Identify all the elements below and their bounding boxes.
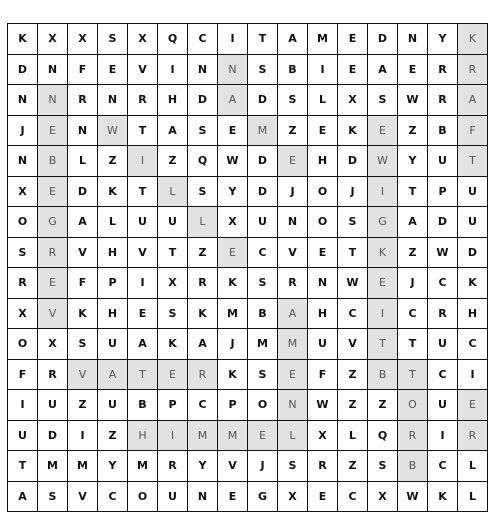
grid-cell[interactable]: D bbox=[38, 421, 68, 452]
grid-cell[interactable]: N bbox=[278, 390, 308, 421]
grid-cell[interactable]: U bbox=[8, 421, 38, 452]
grid-cell[interactable]: M bbox=[38, 451, 68, 482]
grid-cell[interactable]: C bbox=[338, 299, 368, 330]
word-search-grid bbox=[7, 23, 488, 512]
grid-cell[interactable]: T bbox=[128, 177, 158, 208]
grid-cell[interactable]: I bbox=[308, 55, 338, 86]
grid-cell[interactable]: E bbox=[158, 360, 188, 391]
grid-cell[interactable]: I bbox=[458, 360, 488, 391]
grid-cell[interactable]: O bbox=[248, 390, 278, 421]
grid-cell[interactable]: M bbox=[218, 299, 248, 330]
grid-cell[interactable]: R bbox=[128, 85, 158, 116]
grid-cell[interactable]: S bbox=[188, 116, 218, 147]
grid-cell[interactable]: K bbox=[188, 299, 218, 330]
grid-cell[interactable]: T bbox=[8, 451, 38, 482]
grid-cell[interactable]: Z bbox=[398, 238, 428, 269]
grid-cell[interactable]: J bbox=[278, 177, 308, 208]
grid-cell[interactable]: L bbox=[188, 207, 218, 238]
grid-cell[interactable]: K bbox=[98, 177, 128, 208]
grid-cell[interactable]: L bbox=[278, 421, 308, 452]
grid-cell[interactable]: T bbox=[398, 177, 428, 208]
grid-cell[interactable]: T bbox=[398, 360, 428, 391]
grid-cell[interactable]: U bbox=[428, 146, 458, 177]
grid-cell[interactable]: V bbox=[68, 238, 98, 269]
grid-cell[interactable]: B bbox=[428, 116, 458, 147]
grid-cell[interactable]: N bbox=[38, 85, 68, 116]
grid-cell[interactable]: R bbox=[458, 55, 488, 86]
grid-cell[interactable]: R bbox=[308, 451, 338, 482]
grid-cell[interactable]: D bbox=[188, 85, 218, 116]
grid-cell[interactable]: C bbox=[398, 299, 428, 330]
grid-cell[interactable]: A bbox=[278, 299, 308, 330]
grid-cell[interactable]: Y bbox=[218, 177, 248, 208]
grid-cell[interactable]: U bbox=[128, 207, 158, 238]
grid-cell[interactable]: N bbox=[218, 55, 248, 86]
grid-cell[interactable]: Z bbox=[338, 451, 368, 482]
grid-cell[interactable]: V bbox=[68, 482, 98, 513]
grid-cell[interactable]: T bbox=[368, 329, 398, 360]
grid-cell[interactable]: N bbox=[38, 55, 68, 86]
grid-cell[interactable]: K bbox=[428, 482, 458, 513]
grid-cell[interactable]: E bbox=[98, 55, 128, 86]
grid-cell[interactable]: U bbox=[158, 207, 188, 238]
grid-cell[interactable]: I bbox=[218, 24, 248, 55]
grid-cell[interactable]: Z bbox=[98, 146, 128, 177]
grid-cell[interactable]: U bbox=[158, 482, 188, 513]
grid-cell[interactable]: M bbox=[278, 329, 308, 360]
grid-cell[interactable]: X bbox=[278, 482, 308, 513]
grid-cell[interactable]: H bbox=[158, 85, 188, 116]
grid-cell[interactable]: O bbox=[128, 482, 158, 513]
grid-cell[interactable]: D bbox=[458, 238, 488, 269]
grid-cell[interactable]: B bbox=[398, 451, 428, 482]
grid-cell[interactable]: N bbox=[8, 146, 38, 177]
grid-cell[interactable]: S bbox=[38, 482, 68, 513]
grid-cell[interactable]: P bbox=[218, 390, 248, 421]
grid-cell[interactable]: K bbox=[218, 360, 248, 391]
grid-cell[interactable]: J bbox=[338, 177, 368, 208]
grid-cell[interactable]: A bbox=[158, 116, 188, 147]
grid-cell[interactable]: A bbox=[8, 482, 38, 513]
grid-cell[interactable]: L bbox=[158, 177, 188, 208]
grid-cell[interactable]: H bbox=[308, 299, 338, 330]
grid-cell[interactable]: L bbox=[458, 451, 488, 482]
grid-cell[interactable]: Q bbox=[158, 24, 188, 55]
grid-cell[interactable]: E bbox=[338, 55, 368, 86]
grid-cell[interactable]: I bbox=[158, 55, 188, 86]
grid-cell[interactable]: W bbox=[428, 238, 458, 269]
grid-cell[interactable]: Z bbox=[338, 360, 368, 391]
grid-cell[interactable]: N bbox=[68, 116, 98, 147]
grid-cell[interactable]: Z bbox=[338, 390, 368, 421]
grid-cell[interactable]: O bbox=[398, 390, 428, 421]
grid-cell[interactable]: M bbox=[188, 421, 218, 452]
grid-cell[interactable]: N bbox=[8, 85, 38, 116]
grid-cell[interactable]: R bbox=[278, 268, 308, 299]
grid-cell[interactable]: B bbox=[368, 360, 398, 391]
grid-cell[interactable]: E bbox=[218, 482, 248, 513]
grid-cell[interactable]: E bbox=[338, 24, 368, 55]
grid-cell[interactable]: X bbox=[38, 329, 68, 360]
grid-cell[interactable]: E bbox=[368, 116, 398, 147]
grid-cell[interactable]: X bbox=[308, 421, 338, 452]
grid-cell[interactable]: K bbox=[68, 299, 98, 330]
grid-cell[interactable]: C bbox=[98, 482, 128, 513]
grid-cell[interactable]: S bbox=[278, 85, 308, 116]
grid-cell[interactable]: V bbox=[68, 360, 98, 391]
grid-cell[interactable]: K bbox=[338, 116, 368, 147]
grid-cell[interactable]: N bbox=[308, 268, 338, 299]
grid-cell[interactable]: K bbox=[218, 268, 248, 299]
grid-cell[interactable]: T bbox=[458, 146, 488, 177]
grid-cell[interactable]: A bbox=[218, 85, 248, 116]
grid-cell[interactable]: H bbox=[128, 421, 158, 452]
grid-cell[interactable]: L bbox=[68, 146, 98, 177]
grid-cell[interactable]: C bbox=[188, 390, 218, 421]
grid-cell[interactable]: W bbox=[218, 146, 248, 177]
grid-cell[interactable]: M bbox=[308, 24, 338, 55]
grid-cell[interactable]: M bbox=[128, 451, 158, 482]
grid-cell[interactable]: E bbox=[458, 390, 488, 421]
grid-cell[interactable]: A bbox=[188, 329, 218, 360]
grid-cell[interactable]: K bbox=[8, 24, 38, 55]
grid-cell[interactable]: R bbox=[428, 55, 458, 86]
grid-cell[interactable]: E bbox=[38, 116, 68, 147]
grid-cell[interactable]: C bbox=[428, 360, 458, 391]
grid-cell[interactable]: U bbox=[98, 390, 128, 421]
grid-cell[interactable]: E bbox=[128, 299, 158, 330]
grid-cell[interactable]: X bbox=[338, 85, 368, 116]
grid-cell[interactable]: E bbox=[398, 55, 428, 86]
grid-cell[interactable]: D bbox=[338, 146, 368, 177]
grid-cell[interactable]: Z bbox=[278, 116, 308, 147]
grid-cell[interactable]: I bbox=[8, 390, 38, 421]
grid-cell[interactable]: C bbox=[428, 451, 458, 482]
grid-cell[interactable]: U bbox=[308, 329, 338, 360]
grid-cell[interactable]: M bbox=[218, 421, 248, 452]
grid-cell[interactable]: S bbox=[248, 55, 278, 86]
grid-cell[interactable]: I bbox=[128, 268, 158, 299]
grid-cell[interactable]: W bbox=[398, 482, 428, 513]
grid-cell[interactable]: U bbox=[248, 207, 278, 238]
grid-cell[interactable]: Q bbox=[368, 421, 398, 452]
grid-cell[interactable]: W bbox=[98, 116, 128, 147]
grid-cell[interactable]: K bbox=[458, 24, 488, 55]
grid-cell[interactable]: A bbox=[398, 207, 428, 238]
grid-cell[interactable]: T bbox=[158, 238, 188, 269]
grid-cell[interactable]: K bbox=[458, 268, 488, 299]
grid-cell[interactable]: T bbox=[398, 329, 428, 360]
grid-cell[interactable]: N bbox=[398, 24, 428, 55]
grid-cell[interactable]: U bbox=[458, 207, 488, 238]
grid-cell[interactable]: C bbox=[458, 329, 488, 360]
grid-cell[interactable]: Z bbox=[158, 146, 188, 177]
grid-cell[interactable]: Y bbox=[98, 451, 128, 482]
grid-cell[interactable]: X bbox=[8, 299, 38, 330]
grid-cell[interactable]: S bbox=[338, 207, 368, 238]
grid-cell[interactable]: L bbox=[98, 207, 128, 238]
grid-cell[interactable]: C bbox=[188, 24, 218, 55]
grid-cell[interactable]: Z bbox=[368, 390, 398, 421]
grid-cell[interactable]: X bbox=[68, 24, 98, 55]
grid-cell[interactable]: F bbox=[458, 116, 488, 147]
grid-cell[interactable]: F bbox=[68, 268, 98, 299]
grid-cell[interactable]: B bbox=[38, 146, 68, 177]
grid-cell[interactable]: U bbox=[428, 390, 458, 421]
grid-cell[interactable]: N bbox=[278, 207, 308, 238]
grid-cell[interactable]: U bbox=[38, 390, 68, 421]
grid-cell[interactable]: M bbox=[248, 116, 278, 147]
grid-cell[interactable]: T bbox=[338, 238, 368, 269]
grid-cell[interactable]: S bbox=[8, 238, 38, 269]
grid-cell[interactable]: V bbox=[218, 451, 248, 482]
grid-cell[interactable]: P bbox=[158, 390, 188, 421]
grid-cell[interactable]: V bbox=[128, 55, 158, 86]
grid-cell[interactable]: I bbox=[68, 421, 98, 452]
grid-cell[interactable]: B bbox=[128, 390, 158, 421]
grid-cell[interactable]: E bbox=[308, 482, 338, 513]
grid-cell[interactable]: R bbox=[188, 268, 218, 299]
grid-cell[interactable]: U bbox=[98, 329, 128, 360]
grid-cell[interactable]: R bbox=[428, 299, 458, 330]
grid-cell[interactable]: J bbox=[218, 329, 248, 360]
grid-cell[interactable]: T bbox=[248, 24, 278, 55]
grid-cell[interactable]: N bbox=[188, 55, 218, 86]
grid-cell[interactable]: X bbox=[128, 24, 158, 55]
grid-cell[interactable]: S bbox=[278, 451, 308, 482]
grid-cell[interactable]: H bbox=[98, 238, 128, 269]
grid-cell[interactable]: A bbox=[368, 55, 398, 86]
grid-cell[interactable]: E bbox=[248, 421, 278, 452]
grid-cell[interactable]: E bbox=[308, 238, 338, 269]
grid-cell[interactable]: M bbox=[68, 451, 98, 482]
grid-cell[interactable]: J bbox=[248, 451, 278, 482]
grid-cell[interactable]: T bbox=[128, 360, 158, 391]
grid-cell[interactable]: M bbox=[248, 329, 278, 360]
grid-cell[interactable]: Z bbox=[98, 421, 128, 452]
grid-cell[interactable]: I bbox=[368, 299, 398, 330]
grid-cell[interactable]: C bbox=[338, 482, 368, 513]
grid-cell[interactable]: E bbox=[38, 177, 68, 208]
grid-cell[interactable]: Y bbox=[428, 24, 458, 55]
grid-cell[interactable]: I bbox=[428, 421, 458, 452]
grid-cell[interactable]: N bbox=[188, 482, 218, 513]
grid-cell[interactable]: C bbox=[248, 238, 278, 269]
grid-cell[interactable]: S bbox=[68, 329, 98, 360]
grid-cell[interactable]: J bbox=[8, 116, 38, 147]
grid-cell[interactable]: G bbox=[248, 482, 278, 513]
grid-cell[interactable]: R bbox=[188, 360, 218, 391]
grid-cell[interactable]: O bbox=[308, 177, 338, 208]
grid-cell[interactable]: S bbox=[368, 85, 398, 116]
grid-cell[interactable]: W bbox=[308, 390, 338, 421]
grid-cell[interactable]: E bbox=[308, 116, 338, 147]
grid-cell[interactable]: Z bbox=[398, 116, 428, 147]
grid-cell[interactable]: I bbox=[368, 177, 398, 208]
grid-cell[interactable]: V bbox=[338, 329, 368, 360]
grid-cell[interactable]: F bbox=[8, 360, 38, 391]
grid-cell[interactable]: R bbox=[68, 85, 98, 116]
grid-cell[interactable]: R bbox=[428, 85, 458, 116]
grid-cell[interactable]: D bbox=[248, 85, 278, 116]
grid-cell[interactable]: W bbox=[338, 268, 368, 299]
grid-cell[interactable]: U bbox=[458, 177, 488, 208]
grid-cell[interactable]: I bbox=[158, 421, 188, 452]
grid-cell[interactable]: U bbox=[428, 329, 458, 360]
grid-cell[interactable]: S bbox=[248, 360, 278, 391]
grid-cell[interactable]: Z bbox=[188, 238, 218, 269]
grid-cell[interactable]: R bbox=[158, 451, 188, 482]
grid-cell[interactable]: E bbox=[278, 360, 308, 391]
grid-cell[interactable]: S bbox=[368, 451, 398, 482]
grid-cell[interactable]: A bbox=[278, 24, 308, 55]
grid-cell[interactable]: V bbox=[38, 299, 68, 330]
grid-cell[interactable]: O bbox=[8, 207, 38, 238]
grid-cell[interactable]: E bbox=[218, 238, 248, 269]
grid-cell[interactable]: N bbox=[98, 85, 128, 116]
grid-cell[interactable]: R bbox=[8, 268, 38, 299]
grid-cell[interactable]: B bbox=[248, 299, 278, 330]
grid-cell[interactable]: Y bbox=[188, 451, 218, 482]
grid-cell[interactable]: L bbox=[308, 85, 338, 116]
grid-cell[interactable]: G bbox=[368, 207, 398, 238]
grid-cell[interactable]: X bbox=[8, 177, 38, 208]
grid-cell[interactable]: W bbox=[368, 146, 398, 177]
grid-cell[interactable]: D bbox=[368, 24, 398, 55]
grid-cell[interactable]: O bbox=[8, 329, 38, 360]
grid-cell[interactable]: D bbox=[428, 207, 458, 238]
grid-cell[interactable]: S bbox=[188, 177, 218, 208]
grid-cell[interactable]: E bbox=[278, 146, 308, 177]
grid-cell[interactable]: D bbox=[68, 177, 98, 208]
grid-cell[interactable]: K bbox=[158, 329, 188, 360]
grid-cell[interactable]: H bbox=[98, 299, 128, 330]
grid-cell[interactable]: A bbox=[68, 207, 98, 238]
grid-cell[interactable]: X bbox=[218, 207, 248, 238]
grid-cell[interactable]: H bbox=[308, 146, 338, 177]
grid-cell[interactable]: D bbox=[248, 177, 278, 208]
grid-cell[interactable]: A bbox=[458, 85, 488, 116]
grid-cell[interactable]: W bbox=[398, 85, 428, 116]
grid-cell[interactable]: C bbox=[428, 268, 458, 299]
grid-cell[interactable]: R bbox=[38, 238, 68, 269]
grid-cell[interactable]: X bbox=[158, 268, 188, 299]
grid-cell[interactable]: F bbox=[68, 55, 98, 86]
grid-cell[interactable]: H bbox=[458, 299, 488, 330]
grid-cell[interactable]: E bbox=[38, 268, 68, 299]
grid-cell[interactable]: P bbox=[98, 268, 128, 299]
grid-cell[interactable]: R bbox=[398, 421, 428, 452]
grid-cell[interactable]: Q bbox=[188, 146, 218, 177]
grid-cell[interactable]: E bbox=[218, 116, 248, 147]
grid-cell[interactable]: Z bbox=[68, 390, 98, 421]
grid-cell[interactable]: R bbox=[458, 421, 488, 452]
grid-cell[interactable]: D bbox=[248, 146, 278, 177]
grid-cell[interactable]: J bbox=[398, 268, 428, 299]
grid-cell[interactable]: G bbox=[38, 207, 68, 238]
grid-cell[interactable]: A bbox=[98, 360, 128, 391]
grid-cell[interactable]: F bbox=[308, 360, 338, 391]
grid-cell[interactable]: E bbox=[368, 268, 398, 299]
grid-cell[interactable]: T bbox=[128, 116, 158, 147]
grid-cell[interactable]: L bbox=[458, 482, 488, 513]
grid-cell[interactable]: R bbox=[38, 360, 68, 391]
grid-cell[interactable]: S bbox=[248, 268, 278, 299]
grid-cell[interactable]: V bbox=[128, 238, 158, 269]
grid-cell[interactable]: S bbox=[158, 299, 188, 330]
grid-cell[interactable]: V bbox=[278, 238, 308, 269]
grid-cell[interactable]: I bbox=[128, 146, 158, 177]
grid-cell[interactable]: O bbox=[308, 207, 338, 238]
grid-cell[interactable]: P bbox=[428, 177, 458, 208]
grid-cell[interactable]: X bbox=[368, 482, 398, 513]
grid-cell[interactable]: K bbox=[368, 238, 398, 269]
grid-cell[interactable]: L bbox=[338, 421, 368, 452]
grid-cell[interactable]: B bbox=[278, 55, 308, 86]
grid-cell[interactable]: S bbox=[98, 24, 128, 55]
grid-cell[interactable]: Y bbox=[398, 146, 428, 177]
grid-cell[interactable]: A bbox=[128, 329, 158, 360]
grid-cell[interactable]: X bbox=[38, 24, 68, 55]
grid-cell[interactable]: D bbox=[8, 55, 38, 86]
